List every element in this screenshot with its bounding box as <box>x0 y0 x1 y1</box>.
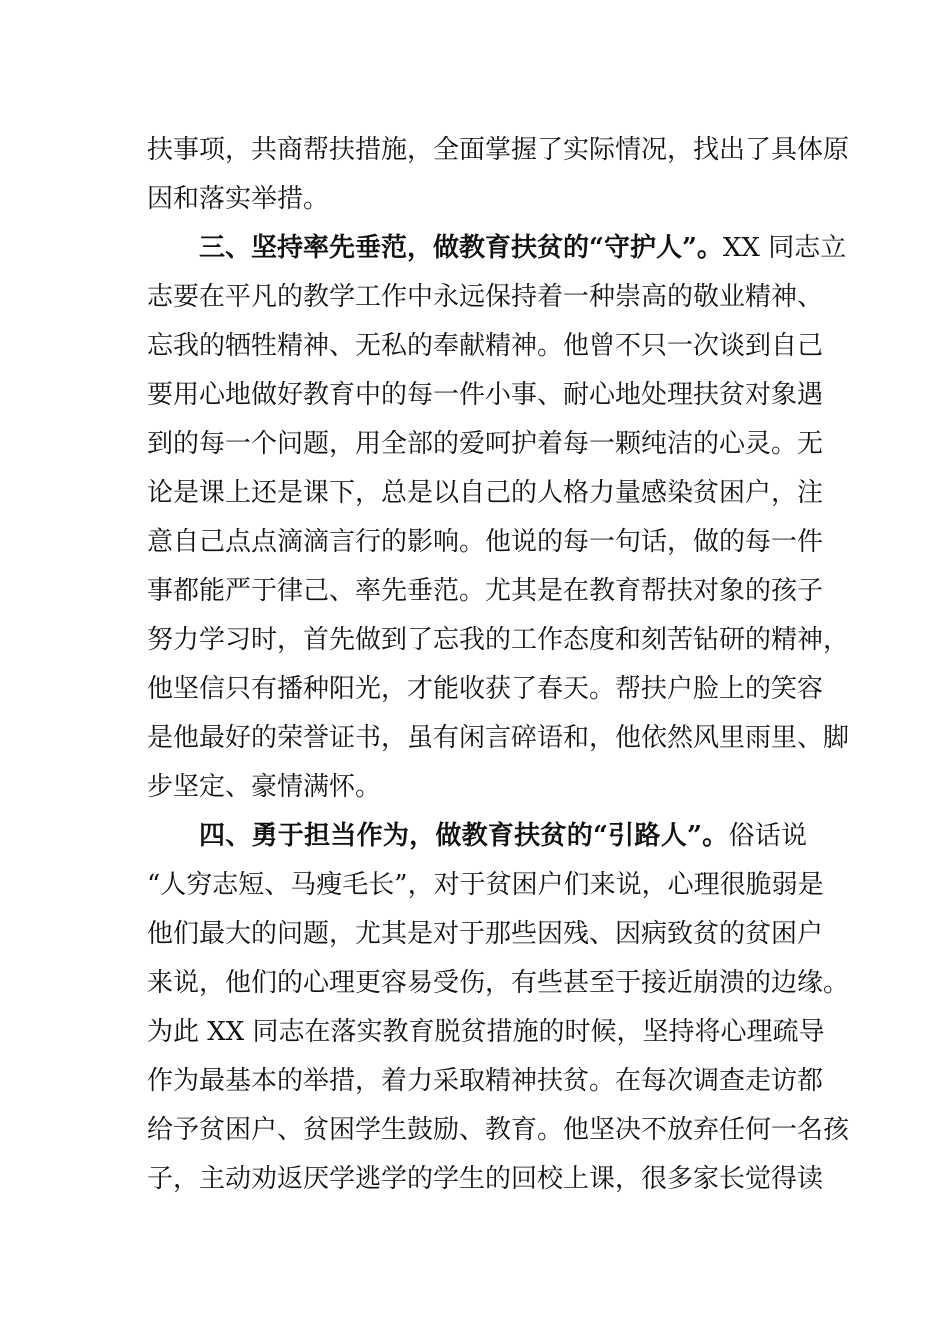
paragraph-line: 扶事项，共商帮扶措施，全面掌握了实际情况，找出了具体原 <box>147 135 850 165</box>
paragraph-line: 到的每一个问题，用全部的爱呵护着每一颗纯洁的心灵。无 <box>147 429 824 459</box>
paragraph-line: 论是课上还是课下，总是以自己的人格力量感染贫困户，注 <box>147 478 824 508</box>
document-body <box>147 126 850 1204</box>
paragraph-line: “人穷志短、马瘦毛长”，对于贫困户们来说，心理很脆弱是 <box>147 870 824 900</box>
paragraph-line: 意自己点点滴滴言行的影响。他说的每一句话，做的每一件 <box>147 527 824 557</box>
paragraph-line: 为此 XX 同志在落实教育脱贫措施的时候，坚持将心理疏导 <box>147 1017 825 1047</box>
paragraph-line: 忘我的牺牲精神、无私的奉献精神。他曾不只一次谈到自己 <box>147 331 824 361</box>
section-4-first-line <box>147 812 807 861</box>
paragraph-line: 作为最基本的举措，着力采取精神扶贫。在每次调查走访都 <box>147 1066 824 1096</box>
paragraph-line: 是他最好的荣誉证书，虽有闲言碎语和，他依然风里雨里、脚 <box>147 723 850 753</box>
paragraph-line: 要用心地做好教育中的每一件小事、耐心地处理扶贫对象遇 <box>147 380 824 410</box>
paragraph-line: 他坚信只有播种阳光，才能收获了春天。帮扶户脸上的笑容 <box>147 674 824 704</box>
section-4-first-line-rest: 俗话说 <box>728 821 807 851</box>
paragraph-line: 步坚定、豪情满怀。 <box>147 772 382 802</box>
paragraph-line: 子，主动劝返厌学逃学的学生的回校上课，很多家长觉得读 <box>147 1164 824 1194</box>
section-3-heading: 三、坚持率先垂范，做教育扶贫的“守护人”。 <box>199 233 723 263</box>
paragraph-line: 志要在平凡的教学工作中永远保持着一种崇高的敬业精神、 <box>147 282 824 312</box>
paragraph-line: 他们最大的问题，尤其是对于那些因残、因病致贫的贫困户 <box>147 919 824 949</box>
section-3-first-line <box>147 224 847 273</box>
paragraph-line: 来说，他们的心理更容易受伤，有些甚至于接近崩溃的边缘。 <box>147 968 850 998</box>
paragraph-line: 给予贫困户、贫困学生鼓励、教育。他坚决不放弃任何一名孩 <box>147 1115 850 1145</box>
paragraph-line: 努力学习时，首先做到了忘我的工作态度和刻苦钻研的精神， <box>147 625 850 655</box>
paragraph-line: 事都能严于律己、率先垂范。尤其是在教育帮扶对象的孩子 <box>147 576 824 606</box>
section-3-first-line-rest: XX 同志立 <box>722 233 847 263</box>
section-4-heading: 四、勇于担当作为，做教育扶贫的“引路人”。 <box>199 821 729 851</box>
paragraph-line: 因和落实举措。 <box>147 184 330 214</box>
